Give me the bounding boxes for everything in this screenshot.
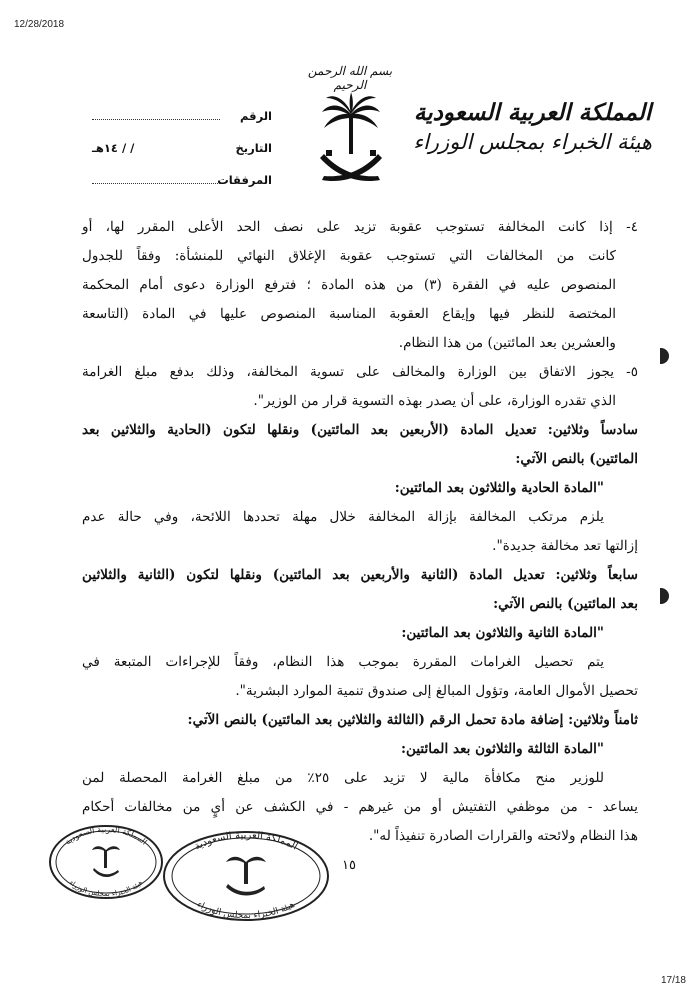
authority-name: هيئة الخبراء بمجلس الوزراء [413,130,652,154]
paragraph-line: إزالتها تعد مخالفة جديدة". [492,538,638,554]
official-stamp [160,828,332,924]
paragraph-line: يتم تحصيل الغرامات المقررة بموجب هذا النظام، وفقاً للإجراءات المتبعة في [82,654,604,670]
number-label: الرقم [240,109,272,123]
number-line [92,118,220,120]
paragraph-line: هذا النظام ولائحته والقرارات الصادرة تنفيذاً له". [368,828,638,844]
print-date: 12/28/2018 [14,19,65,30]
paragraph-line: ٤- إذا كانت المخالفة تستوجب عقوبة تزيد على نصف الحد الأعلى المقرر لها، أو [82,219,638,235]
attachments-line [92,182,220,184]
article-title: "المادة الحادية والثلاثون بعد المائتين: [394,480,604,496]
date-value: / / ١٤هـ [92,141,135,155]
stamp-emblem-icon [92,846,120,877]
date-row [92,126,272,158]
punch-hole [660,588,669,604]
document-body [82,213,638,851]
punch-hole [660,348,669,364]
paragraph-line: ٥- يجوز الاتفاق بين الوزارة والمخالف على تسوية المخالفة، وذلك بدفع مبلغ الغرامة [82,364,638,380]
paragraph-line: كانت من المخالفات التي تستوجب عقوبة الإغلاق النهائي للمنشأة: وفقاً للجدول [82,248,616,264]
section-heading: سادساً وثلاثين: تعديل المادة (الأربعين بعد المائتين) ونقلها لتكون (الحادية والثلاثين بعد [82,422,638,438]
section-heading: المائتين) بالنص الآتي: [515,451,638,467]
paragraph-line: الذي تقدره الوزارة، على أن يصدر بهذه التسوية قرار من الوزير". [253,393,616,409]
page-count: 17/18 [660,975,686,986]
article-title: "المادة الثانية والثلاثون بعد المائتين: [401,625,604,641]
date-label: التاريخ [235,141,272,155]
paragraph-line: المختصة للنظر فيها وإيقاع العقوبة المناسبة المنصوص عليها في المادة (التاسعة [82,306,616,322]
paragraph-line: للوزير منح مكافأة مالية لا تزيد على ٢٥٪ من مبلغ الغرامة المحصلة لمن [82,770,604,786]
paragraph-line: تحصيل الأموال العامة، وتؤول المبالغ إلى صندوق تنمية الموارد البشرية". [235,683,638,699]
section-heading: سابعاً وثلاثين: تعديل المادة (الثانية والأربعين بعد المائتين) ونقلها لتكون (الثانية والثلاثين [82,567,638,583]
article-title: "المادة الثالثة والثلاثون بعد المائتين: [400,741,604,757]
stamp-top-text: المملكة العربية السعودية [63,824,149,847]
paragraph-line: المنصوص عليه في الفقرة (٣) من هذه المادة ؛ فترفع الوزارة دعوى أمام المحكمة [82,277,616,293]
kingdom-name: المملكة العربية السعودية [413,99,652,126]
stamp-emblem-icon [226,857,266,896]
stamp-top-text: المملكة العربية السعودية [192,829,300,853]
section-heading: بعد المائتين) بالنص الآتي: [493,596,638,612]
attachments-row [92,158,272,190]
official-stamp [46,822,166,902]
saudi-emblem-icon [318,92,384,190]
reference-block [92,94,272,190]
basmala: بسم الله الرحمن الرحيم [307,64,393,92]
paragraph-line: يساعد - من موظفي التفتيش أو من غيرهم - في الكشف عن أيٍ من مخالفات أحكام [82,799,638,815]
stamp-bottom-text: هيئة الخبراء بمجلس الوزراء [195,899,297,922]
paragraph-line: والعشرين بعد المائتين) من هذا النظام. [398,335,616,351]
page-number: ١٥ [342,858,356,873]
section-heading: ثامناً وثلاثين: إضافة مادة تحمل الرقم (الثالثة والثلاثين بعد المائتين) بالنص الآتي: [187,712,638,728]
letterhead-title [413,98,652,156]
paragraph-line: يلزم مرتكب المخالفة بإزالة المخالفة خلال مهلة تحددها اللائحة، وفي حالة عدم [82,509,604,525]
number-row [92,94,272,126]
attachments-label: المرفقات [217,173,272,187]
stamp-bottom-text: هيئة الخبراء بمجلس الوزراء [67,878,145,899]
